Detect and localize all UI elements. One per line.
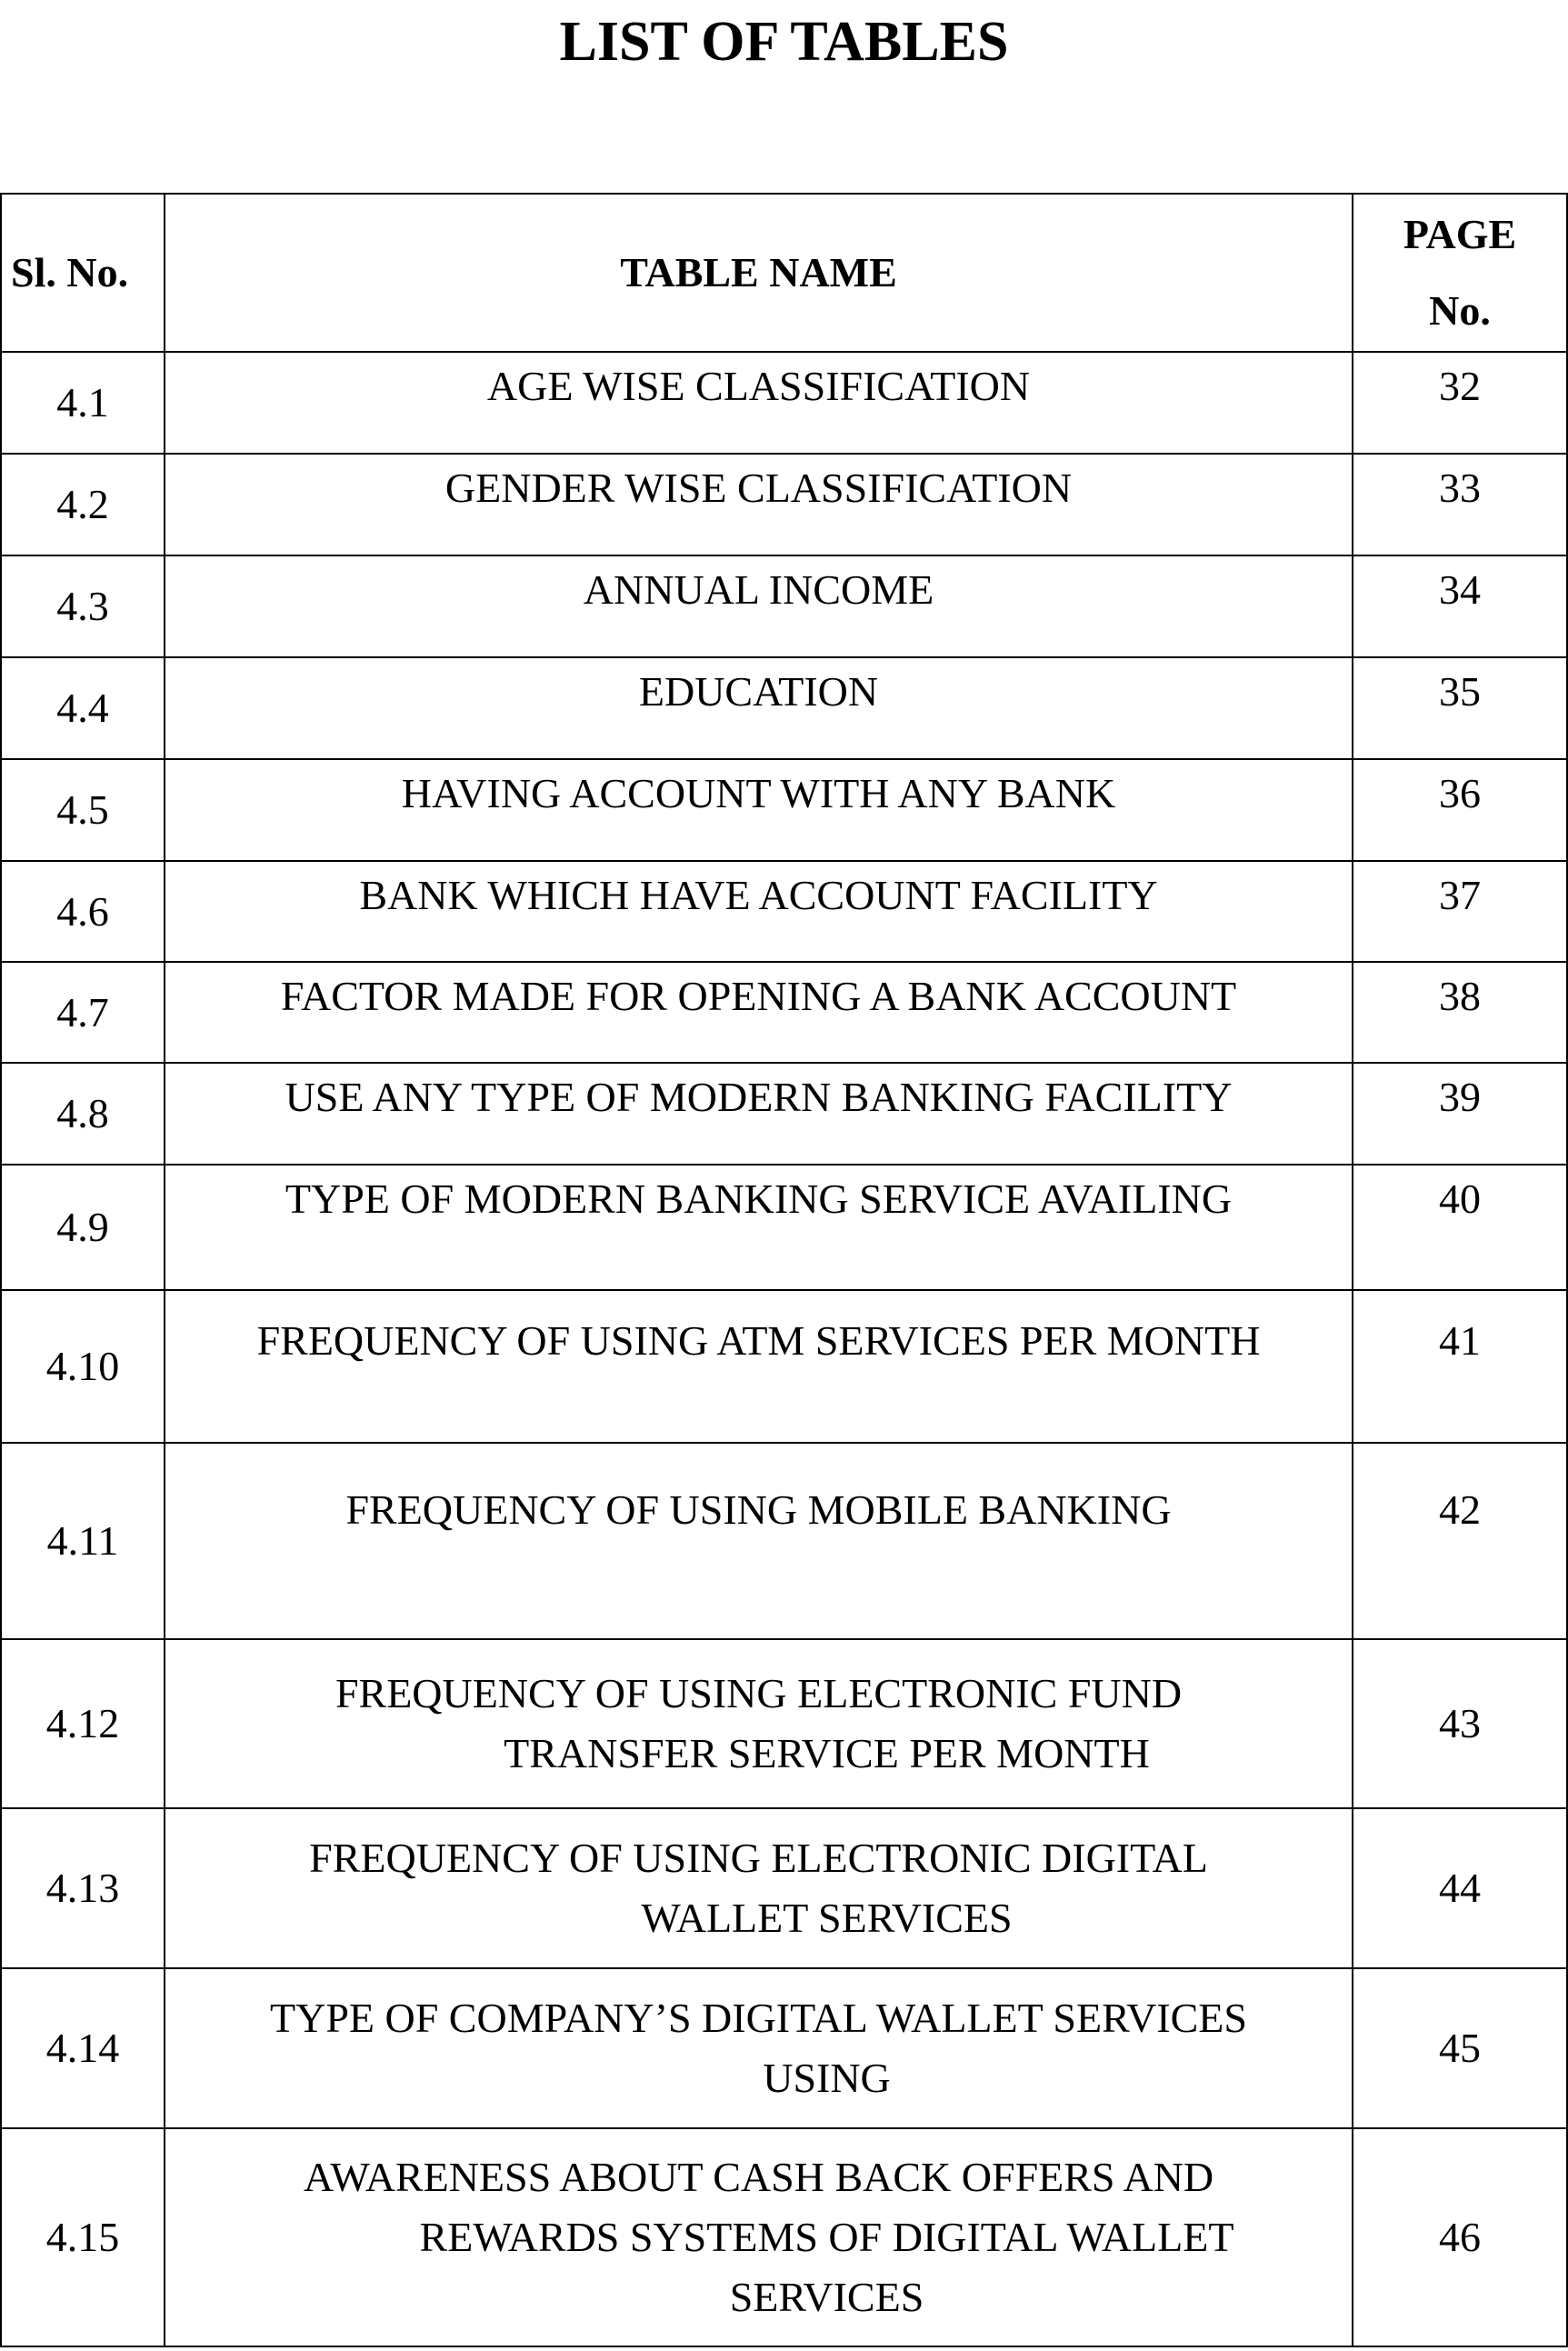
row-sl-no: 4.9	[1, 1165, 165, 1290]
row-page-no: 33	[1353, 454, 1567, 555]
table-row	[1, 1968, 1567, 2128]
table-row	[1, 1063, 1567, 1165]
row-page-no: 45	[1353, 1968, 1567, 2128]
table-row	[1, 454, 1567, 555]
row-sl-no: 4.4	[1, 657, 165, 759]
row-page-no: 37	[1353, 861, 1567, 962]
row-page-no: 44	[1353, 1808, 1567, 1968]
row-page-no: 46	[1353, 2128, 1567, 2346]
row-table-name: FACTOR MADE FOR OPENING A BANK ACCOUNT	[165, 962, 1353, 1063]
header-table-name: TABLE NAME	[165, 194, 1353, 352]
row-sl-no: 4.2	[1, 454, 165, 555]
row-page-no: 35	[1353, 657, 1567, 759]
row-sl-no: 4.12	[1, 1639, 165, 1808]
row-table-name-line2: TRANSFER SERVICE PER MONTH	[504, 1730, 1150, 1776]
row-sl-no: 4.13	[1, 1808, 165, 1968]
header-page-line2: No.	[1429, 287, 1491, 334]
row-page-no: 41	[1353, 1290, 1567, 1443]
row-table-name-line2: WALLET SERVICES	[641, 1895, 1013, 1941]
row-page-no: 34	[1353, 555, 1567, 657]
row-table-name: AGE WISE CLASSIFICATION	[165, 352, 1353, 454]
row-page-no: 32	[1353, 352, 1567, 454]
table-row	[1, 1165, 1567, 1290]
row-page-no: 42	[1353, 1443, 1567, 1639]
row-table-name	[165, 1808, 1353, 1968]
table-row	[1, 1290, 1567, 1443]
header-sl-no: Sl. No.	[1, 194, 165, 352]
table-row	[1, 962, 1567, 1063]
row-sl-no: 4.5	[1, 759, 165, 861]
row-sl-no: 4.7	[1, 962, 165, 1063]
table-row	[1, 555, 1567, 657]
row-table-name: FREQUENCY OF USING MOBILE BANKING	[165, 1443, 1353, 1639]
table-row	[1, 759, 1567, 861]
row-sl-no: 4.3	[1, 555, 165, 657]
header-page-line1: PAGE	[1403, 211, 1517, 257]
row-sl-no: 4.10	[1, 1290, 165, 1443]
row-table-name: HAVING ACCOUNT WITH ANY BANK	[165, 759, 1353, 861]
row-sl-no: 4.11	[1, 1443, 165, 1639]
row-table-name-line1: TYPE OF COMPANY’S DIGITAL WALLET SERVICES	[270, 1995, 1247, 2041]
row-table-name: ANNUAL INCOME	[165, 555, 1353, 657]
row-page-no: 43	[1353, 1639, 1567, 1808]
row-table-name-line2: REWARDS SYSTEMS OF DIGITAL WALLET	[419, 2214, 1234, 2260]
table-header-row	[1, 194, 1567, 352]
table-row	[1, 861, 1567, 962]
table-row	[1, 1639, 1567, 1808]
row-table-name-line1: AWARENESS ABOUT CASH BACK OFFERS AND	[303, 2154, 1214, 2200]
header-page-no	[1353, 194, 1567, 352]
row-table-name: EDUCATION	[165, 657, 1353, 759]
row-table-name: GENDER WISE CLASSIFICATION	[165, 454, 1353, 555]
row-page-no: 36	[1353, 759, 1567, 861]
row-page-no: 38	[1353, 962, 1567, 1063]
table-row	[1, 352, 1567, 454]
row-table-name: USE ANY TYPE OF MODERN BANKING FACILITY	[165, 1063, 1353, 1165]
page-title: LIST OF TABLES	[559, 11, 1009, 73]
row-table-name	[165, 1639, 1353, 1808]
row-sl-no: 4.6	[1, 861, 165, 962]
table-row	[1, 2128, 1567, 2346]
table-row	[1, 1443, 1567, 1639]
row-table-name-line2: USING	[763, 2055, 891, 2101]
row-table-name-line1: FREQUENCY OF USING ELECTRONIC DIGITAL	[309, 1835, 1208, 1881]
row-page-no: 40	[1353, 1165, 1567, 1290]
table-row	[1, 657, 1567, 759]
row-table-name: TYPE OF MODERN BANKING SERVICE AVAILING	[165, 1165, 1353, 1290]
row-sl-no: 4.14	[1, 1968, 165, 2128]
row-page-no: 39	[1353, 1063, 1567, 1165]
row-table-name-line1: FREQUENCY OF USING ELECTRONIC FUND	[335, 1670, 1183, 1716]
row-table-name	[165, 2128, 1353, 2346]
list-of-tables	[0, 193, 1568, 2347]
row-table-name-line3: SERVICES	[729, 2274, 924, 2320]
table-row	[1, 1808, 1567, 1968]
row-table-name	[165, 1968, 1353, 2128]
row-table-name: BANK WHICH HAVE ACCOUNT FACILITY	[165, 861, 1353, 962]
row-sl-no: 4.8	[1, 1063, 165, 1165]
row-sl-no: 4.15	[1, 2128, 165, 2346]
row-table-name: FREQUENCY OF USING ATM SERVICES PER MONTH	[165, 1290, 1353, 1443]
row-sl-no: 4.1	[1, 352, 165, 454]
